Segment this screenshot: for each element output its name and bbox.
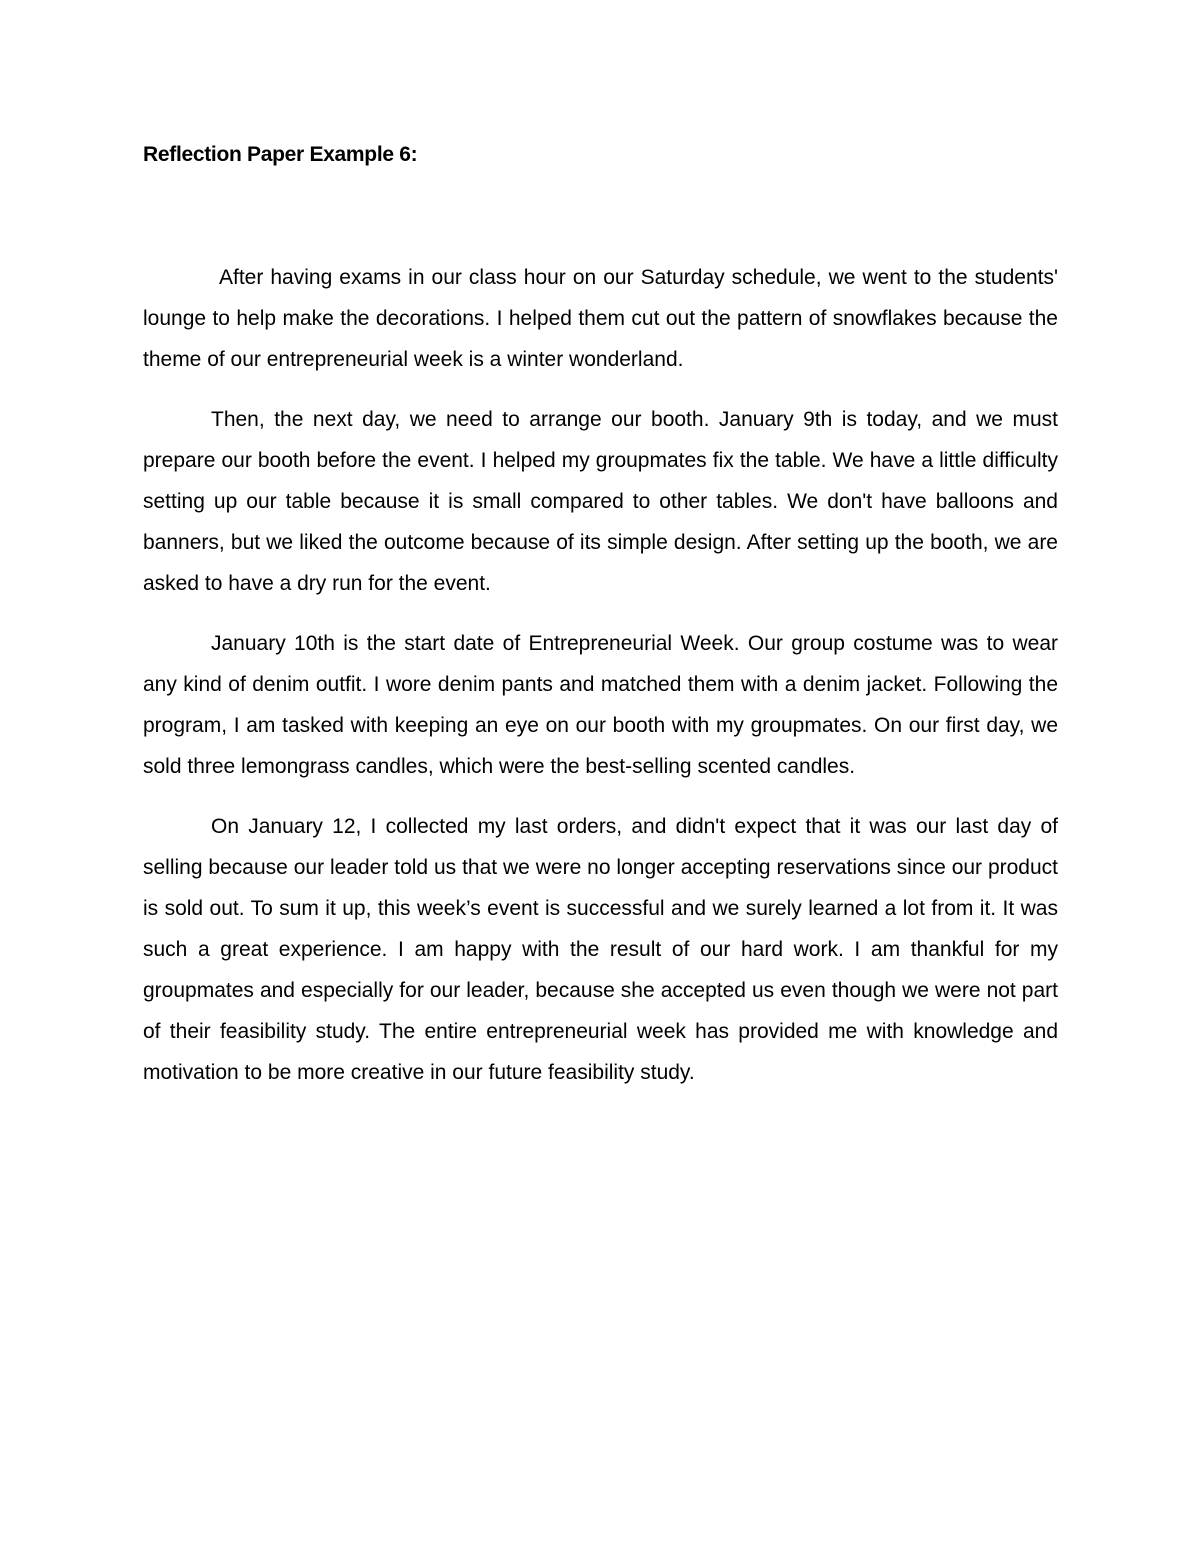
- document-body: [143, 257, 1058, 1093]
- paragraph-4: On January 12, I collected my last orders, and didn't expect that it was our last day of selling because our leader told us that we were no longer accepting reservations since our product is sold out. To sum it up, this week’s event is successful and we surely learned a lot from it. It was such a great experience. I am happy with the result of our hard work. I am thankful for my groupmates and especially for our leader, because she accepted us even though we were not part of their feasibility study. The entire entrepreneurial week has provided me with knowledge and motivation to be more creative in our future feasibility study.: [143, 815, 1058, 1084]
- paragraph-1: After having exams in our class hour on our Saturday schedule, we went to the students' lounge to help make the decorations. I helped them cut out the pattern of snowflakes because the theme of our entrepreneurial week is a winter wonderland.: [143, 266, 1058, 371]
- paragraph-3: January 10th is the start date of Entrepreneurial Week. Our group costume was to wear any kind of denim outfit. I wore denim pants and matched them with a denim jacket. Following the program, I am tasked with keeping an eye on our booth with my groupmates. On our first day, we sold three lemongrass candles, which were the best-selling scented candles.: [143, 632, 1058, 778]
- document-title: Reflection Paper Example 6:: [143, 143, 418, 166]
- paragraph-2: Then, the next day, we need to arrange our booth. January 9th is today, and we must prepare our booth before the event. I helped my groupmates fix the table. We have a little difficulty setting up our table because it is small compared to other tables. We don't have balloons and banners, but we liked the outcome because of its simple design. After setting up the booth, we are asked to have a dry run for the event.: [143, 408, 1058, 595]
